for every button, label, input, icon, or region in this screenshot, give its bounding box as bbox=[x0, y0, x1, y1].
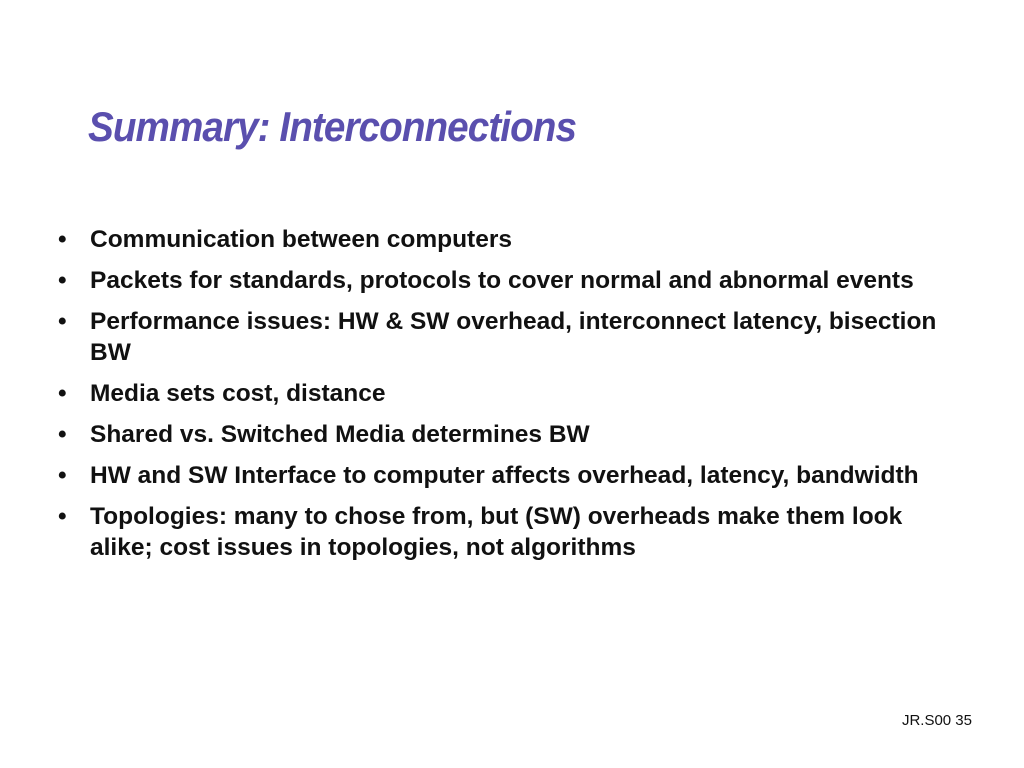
bullet-text: Communication between computers bbox=[90, 226, 513, 253]
bullet-icon: • bbox=[58, 421, 67, 448]
bullet-text: Performance issues: HW & SW overhead, interconnect latency, bisection BW bbox=[90, 308, 937, 366]
bullet-item bbox=[56, 460, 966, 491]
bullet-icon: • bbox=[58, 308, 67, 335]
bullet-item bbox=[56, 306, 966, 368]
bullet-text: Shared vs. Switched Media determines BW bbox=[90, 421, 590, 448]
bullet-item bbox=[56, 419, 966, 450]
slide-title: Summary: Interconnections bbox=[88, 103, 577, 150]
bullet-icon: • bbox=[58, 380, 67, 407]
bullet-item bbox=[56, 224, 966, 255]
bullet-text: HW and SW Interface to computer affects overhead, latency, bandwidth bbox=[90, 462, 919, 489]
bullet-text: Topologies: many to chose from, but (SW) overheads make them look alike; cost issues in topologies, not algorithms bbox=[90, 503, 903, 561]
bullet-list bbox=[56, 224, 966, 573]
bullet-icon: • bbox=[58, 267, 67, 294]
bullet-icon: • bbox=[58, 462, 67, 489]
bullet-item bbox=[56, 378, 966, 409]
bullet-text: Packets for standards, protocols to cover normal and abnormal events bbox=[90, 267, 914, 294]
bullet-icon: • bbox=[58, 226, 67, 253]
bullet-item bbox=[56, 265, 966, 296]
bullet-icon: • bbox=[58, 503, 67, 530]
bullet-item bbox=[56, 501, 966, 563]
slide-footer: JR.S00 35 bbox=[901, 712, 972, 729]
bullet-text: Media sets cost, distance bbox=[90, 380, 386, 407]
